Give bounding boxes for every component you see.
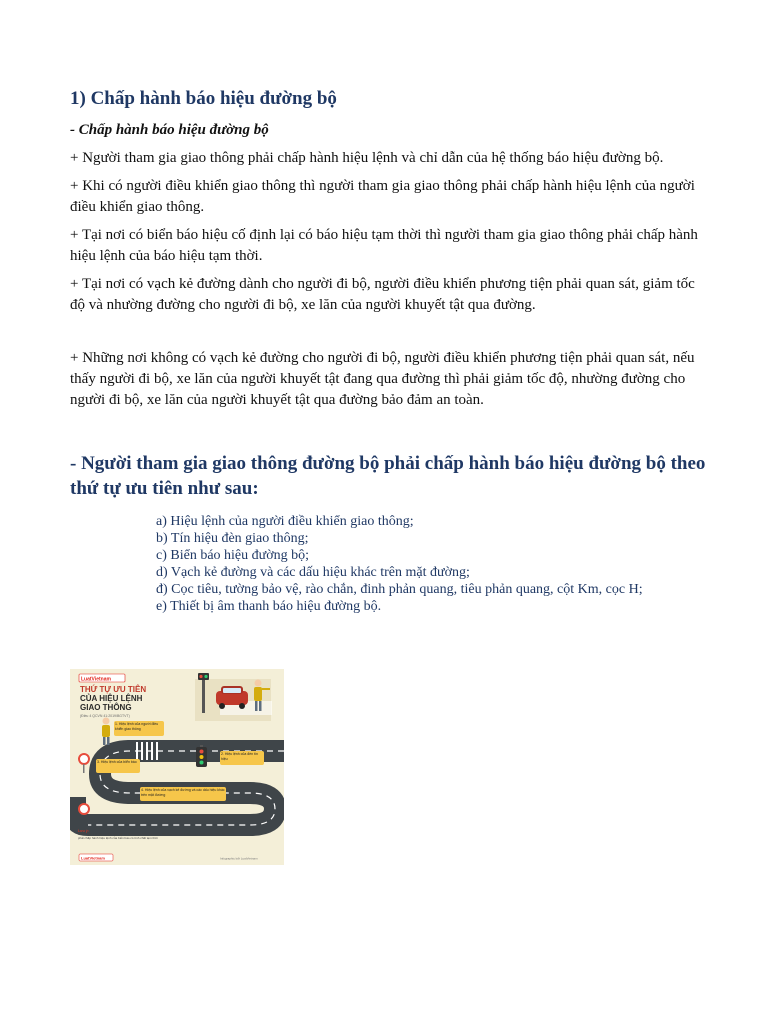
infographic-footer: Infographic bởi LuatVietnam <box>220 856 258 861</box>
svg-text:LuatVietnam: LuatVietnam <box>81 855 105 861</box>
road-sign-icon <box>79 754 89 764</box>
infographic-illustration: LuatVietnam THỨ TỰ ƯU TIÊN CỦA HIỆU LỆNH GIAO THÔNG (Điều 4 QCVN 41:2019/BGTVT) 1. Hiệu lệnh của người điều khiển giao thông 2. Hiệu lệnh của đèn tín hiệu 3. Hiệu lệnh của biển báo 4. Hiệu lệnh của vạch kẻ đường và các dấu hiệu khác trên mặt đường Lưu ý: Khi ở một vị trí đã có biển báo đặt cố định lại có biển báo khác đặt tạm thời mà 2 biển có ý nghĩa khác nhau thì phải chấp hành hiệu lệnh của biển báo có tính chất tạm thời LuatVietnam Infographic bởi LuatVietnam <box>70 669 284 865</box>
priority-item-a: a) Hiệu lệnh của người điều khiển giao thông; <box>156 514 414 529</box>
note-text: Khi ở một vị trí đã có biển báo đặt cố định lại có biển báo khác đặt tạm thời mà 2 biển có ý nghĩa khác nhau thì phải chấp hành hiệu lệnh của biển báo có tính chất tạm thời <box>78 833 226 840</box>
priority-item-c: c) Biển báo hiệu đường bộ; <box>156 548 310 563</box>
priority-list <box>156 513 710 615</box>
note-label: Lưu ý: <box>78 829 89 833</box>
priority-item-d: d) Vạch kẻ đường và các dấu hiệu khác trên mặt đường; <box>156 565 470 580</box>
infographic-title-line-2: CỦA HIỆU LỆNH <box>80 694 143 703</box>
paragraph-1: + Người tham gia giao thông phải chấp hành hiệu lệnh và chỉ dẫn của hệ thống báo hiệu đường bộ. <box>70 150 664 166</box>
paragraph-3: + Tại nơi có biển báo hiệu cố định lại có báo hiệu tạm thời thì người tham gia giao thông phải chấp hành hiệu lệnh của báo hiệu tạm thời. <box>70 227 698 264</box>
svg-text:LuatVietnam: LuatVietnam <box>81 676 111 683</box>
priority-item-b: b) Tín hiệu đèn giao thông; <box>156 531 309 546</box>
paragraph-2: + Khi có người điều khiển giao thông thì người tham gia giao thông phải chấp hành hiệu lệnh của người điều khiển giao thông. <box>70 178 695 215</box>
infographic-title-line-1: THỨ TỰ ƯU TIÊN <box>80 685 147 694</box>
priority-heading: - Người tham gia giao thông đường bộ phải chấp hành báo hiệu đường bộ theo thứ tự ưu tiên như sau: <box>70 453 706 499</box>
section-heading: 1) Chấp hành báo hiệu đường bộ <box>70 88 337 109</box>
paragraph-5: + Những nơi không có vạch kẻ đường cho người đi bộ, người điều khiển phương tiện phải quan sát, nếu thấy người đi bộ, xe lăn của người khuyết tật đang qua đường thì phải giảm tốc độ, nhường đường cho người đi bộ, xe lăn của người khuyết tật qua đường bảo đảm an toàn. <box>70 350 695 408</box>
traffic-priority-infographic <box>70 669 284 865</box>
priority-item-e: e) Thiết bị âm thanh báo hiệu đường bộ. <box>156 599 382 614</box>
document-body <box>70 86 710 615</box>
infographic-caption: (Điều 4 QCVN 41:2019/BGTVT) <box>80 714 130 718</box>
road-sign-2-icon <box>79 804 89 814</box>
priority-item-dd: đ) Cọc tiêu, tường bảo vệ, rào chắn, đinh phản quang, tiêu phản quang, cột Km, cọc H; <box>156 582 643 597</box>
paragraph-4: + Tại nơi có vạch kẻ đường dành cho người đi bộ, người điều khiển phương tiện phải quan sát, giảm tốc độ và nhường đường cho người đi bộ, xe lăn của người khuyết tật qua đường. <box>70 276 695 313</box>
section-subheading: - Chấp hành báo hiệu đường bộ <box>70 122 269 138</box>
infographic-title-line-3: GIAO THÔNG <box>80 703 132 712</box>
